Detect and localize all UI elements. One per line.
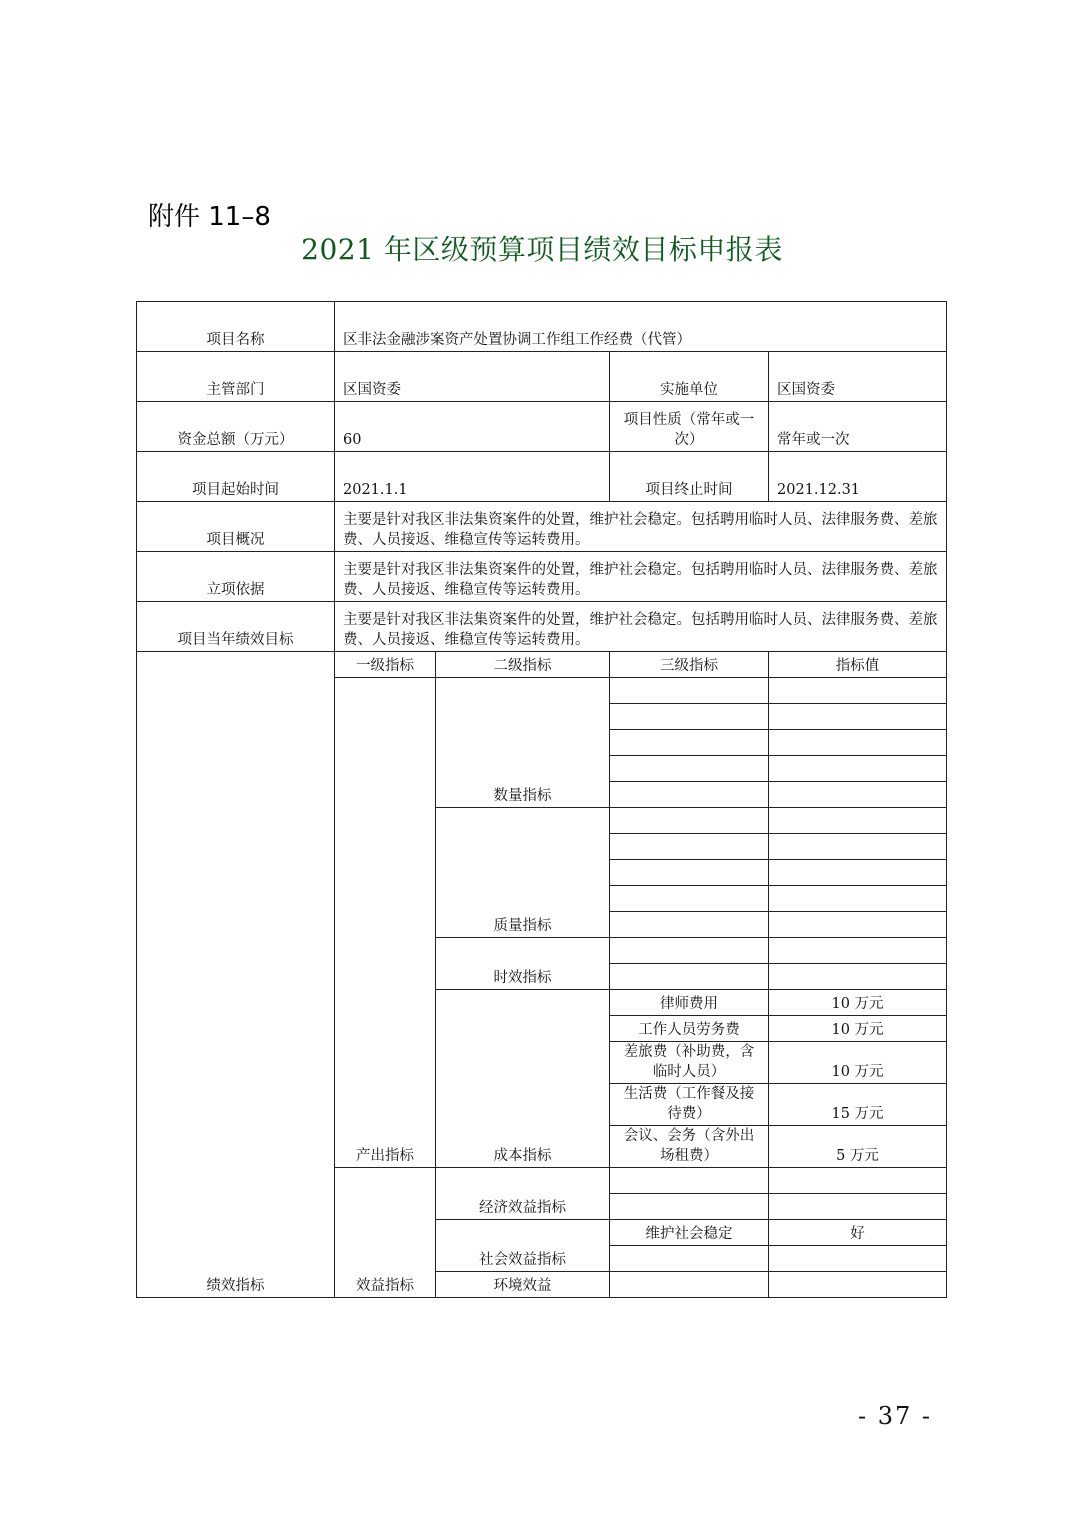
- quantity-indicator-label: 数量指标: [436, 678, 610, 808]
- row-dates: [137, 452, 947, 502]
- cost-item-name: 工作人员劳务费: [610, 1016, 769, 1042]
- cost-item-name: 会议、会务（含外出场租费）: [610, 1126, 769, 1168]
- impl-label: 实施单位: [610, 352, 769, 402]
- performance-target-form: [136, 301, 947, 1298]
- dept-value: 区国资委: [335, 352, 610, 402]
- nature-label: 项目性质（常年或一次）: [610, 402, 769, 452]
- cost-item-value: 15 万元: [769, 1084, 947, 1126]
- attachment-label: 附件 11–8: [148, 202, 271, 232]
- output-indicator-label: 产出指标: [335, 678, 436, 1168]
- empty-cell: [610, 964, 769, 990]
- empty-cell: [610, 886, 769, 912]
- end-value: 2021.12.31: [769, 452, 947, 502]
- economic-indicator-label: 经济效益指标: [436, 1168, 610, 1220]
- empty-cell: [769, 730, 947, 756]
- empty-cell: [769, 1246, 947, 1272]
- cost-item-name: 律师费用: [610, 990, 769, 1016]
- page-number: - 37 -: [858, 1402, 933, 1430]
- goal-label: 项目当年绩效目标: [137, 602, 335, 652]
- empty-cell: [769, 886, 947, 912]
- empty-cell: [769, 912, 947, 938]
- cost-item-value: 10 万元: [769, 1016, 947, 1042]
- header-value: 指标值: [769, 652, 947, 678]
- row-fund: [137, 402, 947, 452]
- empty-cell: [610, 1194, 769, 1220]
- empty-cell: [610, 730, 769, 756]
- environment-indicator-label: 环境效益: [436, 1272, 610, 1298]
- nature-value: 常年或一次: [769, 402, 947, 452]
- fund-value: 60: [335, 402, 610, 452]
- social-indicator-label: 社会效益指标: [436, 1220, 610, 1272]
- empty-cell: [769, 1272, 947, 1298]
- cost-item-name: 差旅费（补助费，含临时人员）: [610, 1042, 769, 1084]
- empty-cell: [769, 704, 947, 730]
- empty-cell: [610, 808, 769, 834]
- empty-cell: [769, 808, 947, 834]
- row-goal: [137, 602, 947, 652]
- empty-cell: [769, 756, 947, 782]
- basis-value: 主要是针对我区非法集资案件的处置，维护社会稳定。包括聘用临时人员、法律服务费、差旅费、人员接返、维稳宣传等运转费用。: [335, 552, 947, 602]
- overview-label: 项目概况: [137, 502, 335, 552]
- empty-cell: [610, 912, 769, 938]
- empty-cell: [610, 756, 769, 782]
- benefit-indicator-label: 效益指标: [335, 1168, 436, 1298]
- timeliness-indicator-label: 时效指标: [436, 938, 610, 990]
- end-label: 项目终止时间: [610, 452, 769, 502]
- empty-cell: [610, 1168, 769, 1194]
- empty-cell: [610, 834, 769, 860]
- header-level2: 二级指标: [436, 652, 610, 678]
- empty-cell: [610, 782, 769, 808]
- cost-indicator-label: 成本指标: [436, 990, 610, 1168]
- social-item-value: 好: [769, 1220, 947, 1246]
- empty-cell: [769, 782, 947, 808]
- empty-cell: [610, 1246, 769, 1272]
- goal-value: 主要是针对我区非法集资案件的处置，维护社会稳定。包括聘用临时人员、法律服务费、差旅费、人员接返、维稳宣传等运转费用。: [335, 602, 947, 652]
- row-department: [137, 352, 947, 402]
- cost-item-value: 10 万元: [769, 1042, 947, 1084]
- start-value: 2021.1.1: [335, 452, 610, 502]
- dept-label: 主管部门: [137, 352, 335, 402]
- empty-cell: [769, 1194, 947, 1220]
- empty-cell: [769, 834, 947, 860]
- social-item-name: 维护社会稳定: [610, 1220, 769, 1246]
- project-name-label: 项目名称: [137, 302, 335, 352]
- quality-indicator-label: 质量指标: [436, 808, 610, 938]
- row-basis: [137, 552, 947, 602]
- project-name-value: 区非法金融涉案资产处置协调工作组工作经费（代管）: [335, 302, 947, 352]
- empty-cell: [769, 1168, 947, 1194]
- empty-cell: [610, 1272, 769, 1298]
- empty-cell: [610, 704, 769, 730]
- impl-value: 区国资委: [769, 352, 947, 402]
- cost-item-value: 10 万元: [769, 990, 947, 1016]
- start-label: 项目起始时间: [137, 452, 335, 502]
- empty-cell: [610, 938, 769, 964]
- cost-item-name: 生活费（工作餐及接待费）: [610, 1084, 769, 1126]
- empty-cell: [610, 860, 769, 886]
- indicators-section-label: 绩效指标: [137, 652, 335, 1298]
- empty-cell: [769, 860, 947, 886]
- page-title: 2021 年区级预算项目绩效目标申报表: [301, 233, 783, 266]
- indicator-header-row: [137, 652, 947, 678]
- header-level3: 三级指标: [610, 652, 769, 678]
- empty-cell: [769, 938, 947, 964]
- empty-cell: [769, 964, 947, 990]
- fund-label: 资金总额（万元）: [137, 402, 335, 452]
- overview-value: 主要是针对我区非法集资案件的处置，维护社会稳定。包括聘用临时人员、法律服务费、差旅费、人员接返、维稳宣传等运转费用。: [335, 502, 947, 552]
- basis-label: 立项依据: [137, 552, 335, 602]
- cost-item-value: 5 万元: [769, 1126, 947, 1168]
- empty-cell: [610, 678, 769, 704]
- row-project-name: [137, 302, 947, 352]
- empty-cell: [769, 678, 947, 704]
- row-overview: [137, 502, 947, 552]
- header-level1: 一级指标: [335, 652, 436, 678]
